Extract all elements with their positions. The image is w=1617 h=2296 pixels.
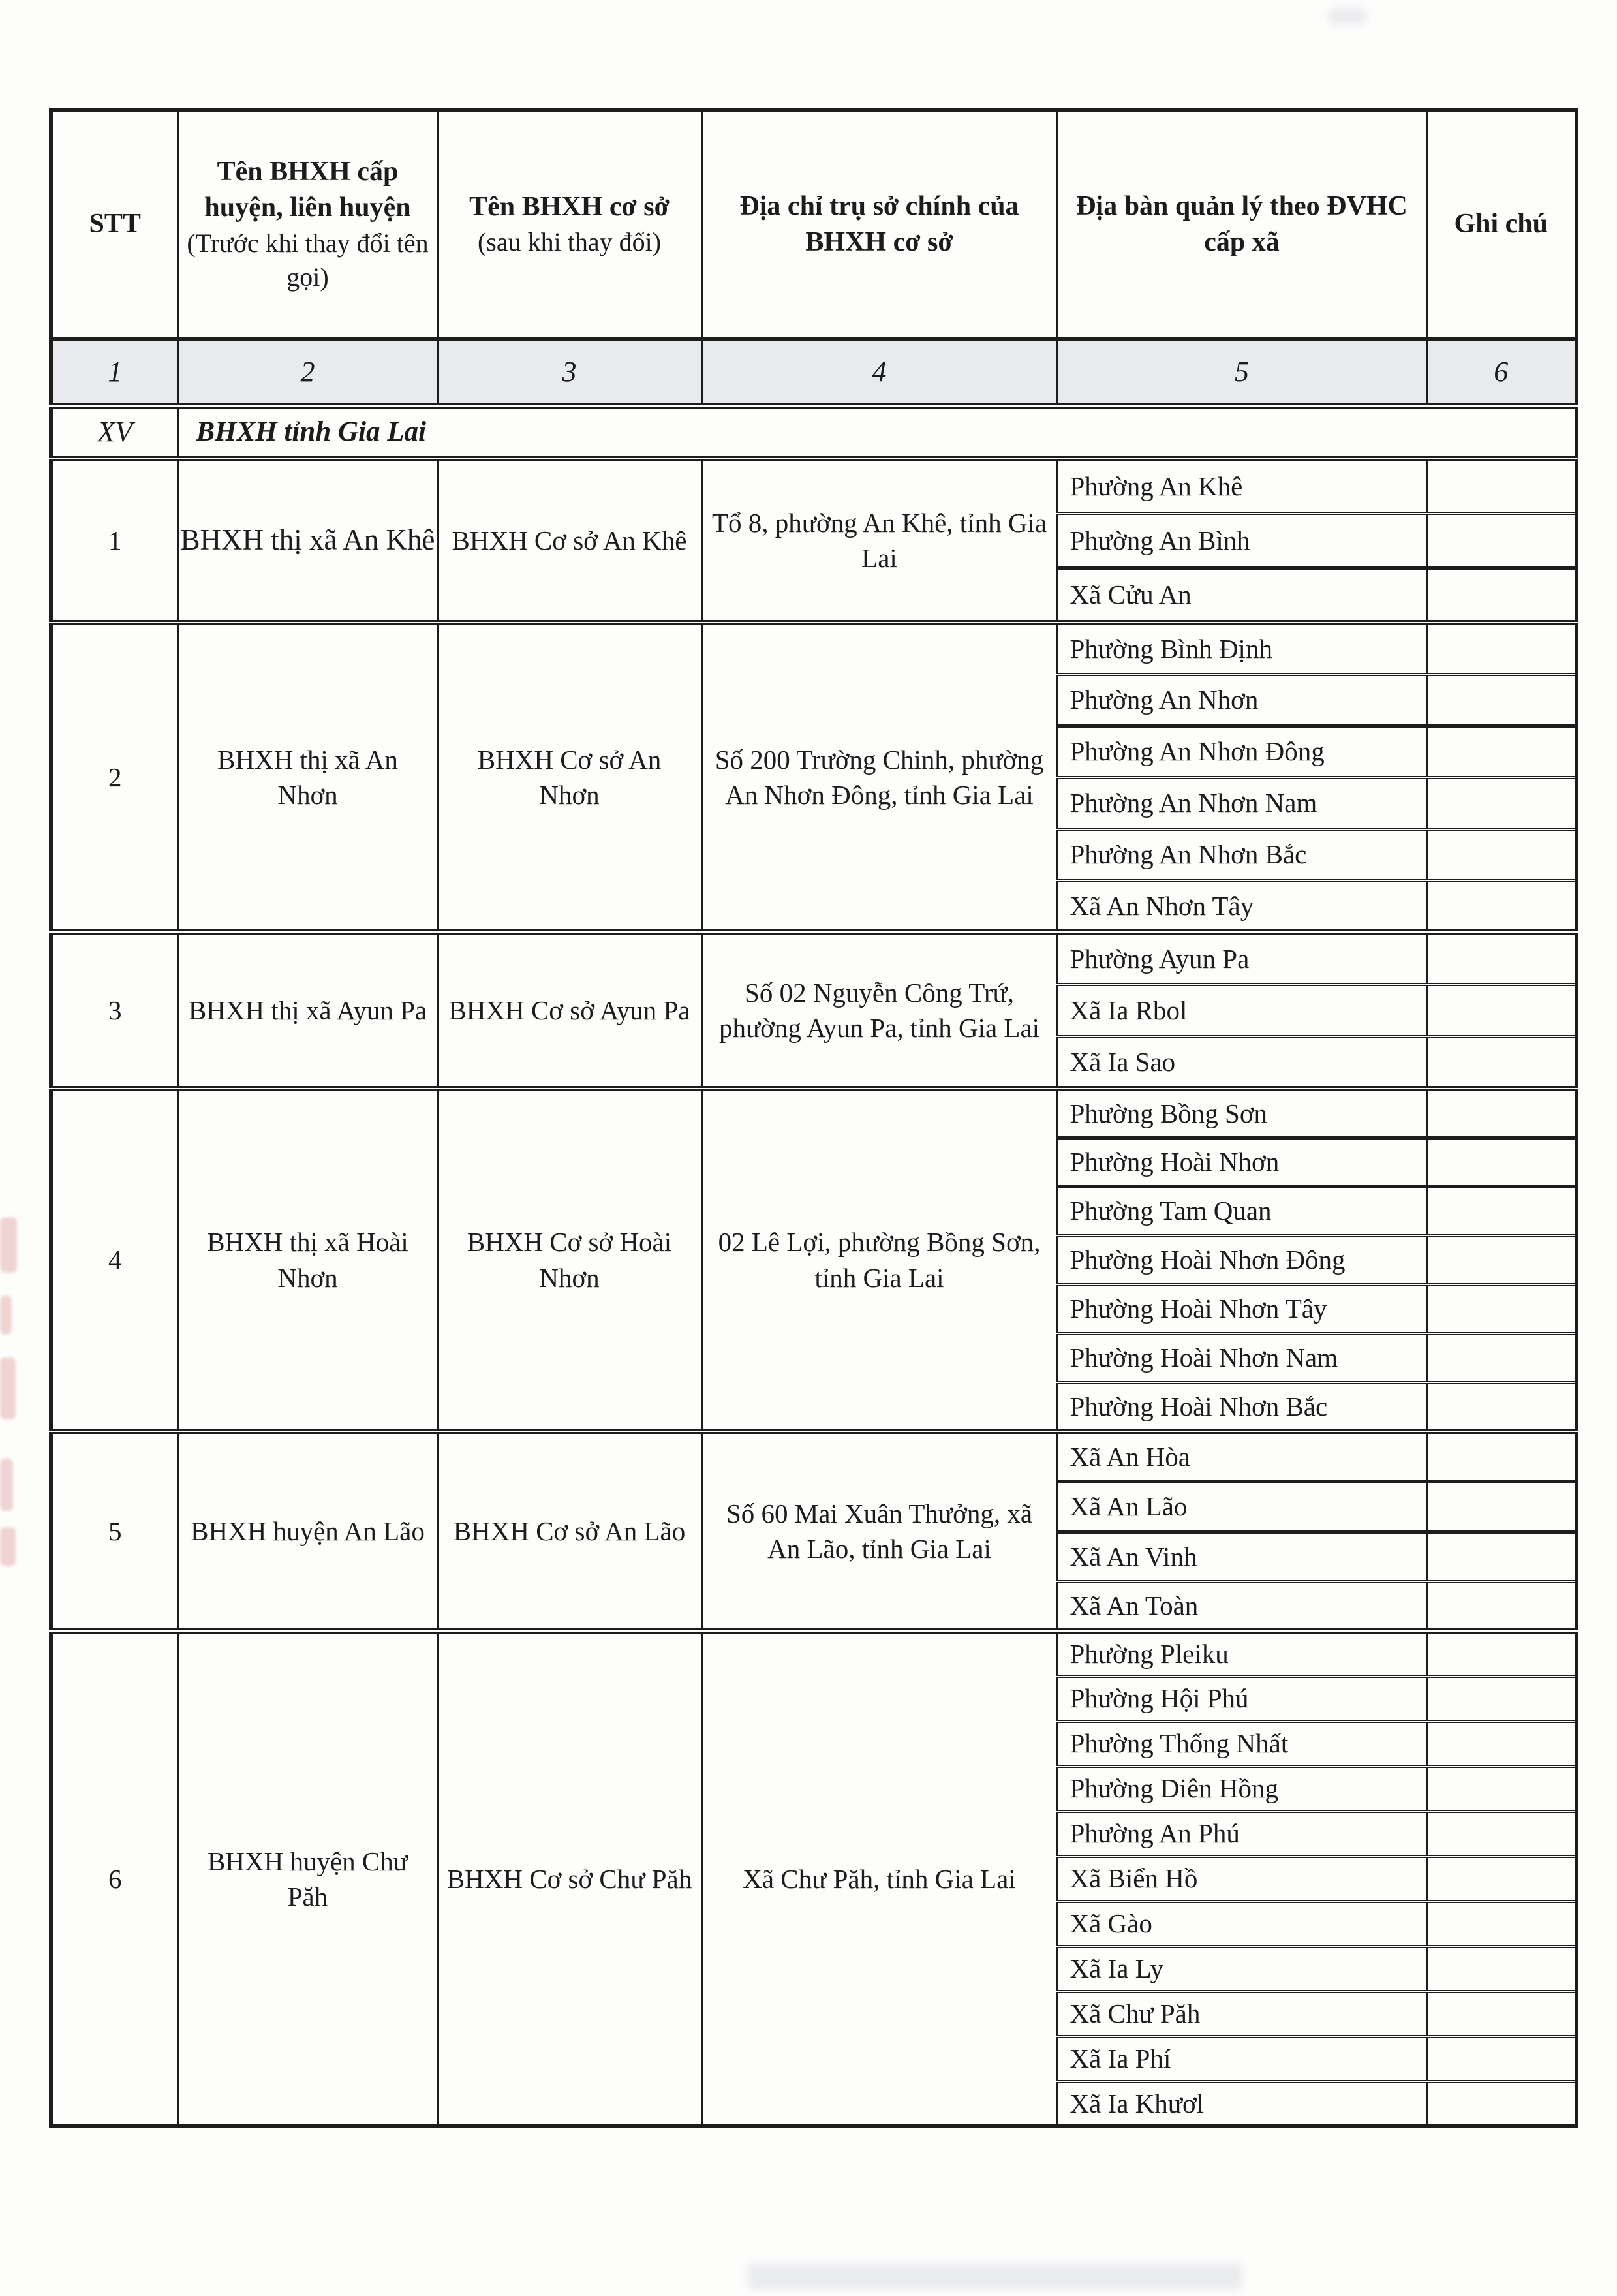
row1-area-0: Phường An Khê [1057, 458, 1426, 513]
margin-pencil-mark [0, 1357, 16, 1419]
row2-address: Số 200 Trường Chinh, phường An Nhơn Đông, tỉnh Gia Lai [701, 623, 1057, 932]
row6-note-3 [1426, 1766, 1577, 1811]
index-col-2: 2 [178, 339, 437, 406]
row1-area-2: Xã Cửu An [1057, 568, 1426, 623]
row6-note-4 [1426, 1811, 1577, 1856]
row5-area-3: Xã An Toàn [1057, 1581, 1426, 1631]
row2-area-4: Phường An Nhơn Bắc [1057, 829, 1426, 880]
row6-area-0: Phường Pleiku [1057, 1631, 1426, 1676]
row5-note-2 [1426, 1532, 1577, 1581]
row4-area-3: Phường Hoài Nhơn Đông [1057, 1235, 1426, 1284]
row6-area-8: Xã Chư Păh [1057, 1991, 1426, 2036]
margin-pencil-mark [0, 1295, 12, 1335]
row2-area-1: Phường An Nhơn [1057, 674, 1426, 726]
header-new-name [437, 110, 701, 339]
row4-note-3 [1426, 1235, 1577, 1284]
row2-note-0 [1426, 623, 1577, 674]
table-row [51, 1089, 1577, 1138]
header-old-name-main: Tên BHXH cấp huyện, liên huyện [204, 156, 411, 223]
row1-stt: 1 [51, 458, 178, 623]
row5-old-name: BHXH huyện An Lão [178, 1431, 437, 1631]
row4-area-1: Phường Hoài Nhơn [1057, 1138, 1426, 1187]
row3-address: Số 02 Nguyễn Công Trứ, phường Ayun Pa, tỉnh Gia Lai [701, 932, 1057, 1089]
row6-area-4: Phường An Phú [1057, 1811, 1426, 1856]
row6-area-10: Xã Ia Khươl [1057, 2081, 1426, 2126]
bleed-through-smudge [747, 2263, 1243, 2289]
row3-stt: 3 [51, 932, 178, 1089]
row1-old-name: BHXH thị xã An Khê [178, 458, 437, 623]
row4-note-4 [1426, 1284, 1577, 1333]
row5-note-3 [1426, 1581, 1577, 1631]
row6-note-6 [1426, 1901, 1577, 1946]
row5-address: Số 60 Mai Xuân Thưởng, xã An Lão, tỉnh Gia Lai [701, 1431, 1057, 1631]
row4-note-1 [1426, 1138, 1577, 1187]
header-note [1426, 110, 1577, 339]
row6-area-7: Xã Ia Ly [1057, 1946, 1426, 1991]
row6-area-6: Xã Gào [1057, 1901, 1426, 1946]
bhxh-office-table [49, 108, 1578, 2128]
row6-area-3: Phường Diên Hồng [1057, 1766, 1426, 1811]
row2-note-4 [1426, 829, 1577, 880]
row5-area-0: Xã An Hòa [1057, 1431, 1426, 1482]
index-col-6: 6 [1426, 339, 1577, 406]
row4-address: 02 Lê Lợi, phường Bồng Sơn, tỉnh Gia Lai [701, 1089, 1057, 1431]
row6-old-name: BHXH huyện Chư Păh [178, 1631, 437, 2126]
row6-note-1 [1426, 1676, 1577, 1721]
header-new-name-sub: (sau khi thay đổi) [477, 227, 662, 257]
row4-old-name: BHXH thị xã Hoài Nhơn [178, 1089, 437, 1431]
row6-area-5: Xã Biển Hồ [1057, 1856, 1426, 1901]
row3-area-0: Phường Ayun Pa [1057, 932, 1426, 984]
row3-new-name: BHXH Cơ sở Ayun Pa [437, 932, 701, 1089]
row4-note-2 [1426, 1187, 1577, 1235]
row2-new-name: BHXH Cơ sở An Nhơn [437, 623, 701, 932]
row5-note-0 [1426, 1431, 1577, 1482]
section-roman-numeral: XV [51, 406, 178, 458]
column-index-row [51, 339, 1577, 406]
row6-area-9: Xã Ia Phí [1057, 2036, 1426, 2081]
table-row [51, 458, 1577, 513]
row2-old-name: BHXH thị xã An Nhơn [178, 623, 437, 932]
section-row [51, 406, 1577, 458]
row3-area-2: Xã Ia Sao [1057, 1036, 1426, 1089]
row4-area-0: Phường Bồng Sơn [1057, 1089, 1426, 1138]
row6-note-0 [1426, 1631, 1577, 1676]
header-stt [51, 110, 178, 339]
index-col-5: 5 [1057, 339, 1426, 406]
row1-note-0 [1426, 458, 1577, 513]
index-col-4: 4 [701, 339, 1057, 406]
row6-note-2 [1426, 1721, 1577, 1766]
row1-note-2 [1426, 568, 1577, 623]
margin-pencil-mark [0, 1217, 17, 1273]
row3-area-1: Xã Ia Rbol [1057, 984, 1426, 1036]
row6-note-5 [1426, 1856, 1577, 1901]
row1-area-1: Phường An Bình [1057, 513, 1426, 568]
row5-note-1 [1426, 1482, 1577, 1532]
row1-new-name: BHXH Cơ sở An Khê [437, 458, 701, 623]
row2-note-2 [1426, 726, 1577, 777]
row1-address: Tổ 8, phường An Khê, tỉnh Gia Lai [701, 458, 1057, 623]
row3-old-name: BHXH thị xã Ayun Pa [178, 932, 437, 1089]
row5-stt: 5 [51, 1431, 178, 1631]
row6-note-9 [1426, 2036, 1577, 2081]
header-old-name-sub: (Trước khi thay đổi tên gọi) [187, 228, 429, 292]
row5-new-name: BHXH Cơ sở An Lão [437, 1431, 701, 1631]
row6-new-name: BHXH Cơ sở Chư Păh [437, 1631, 701, 2126]
row4-stt: 4 [51, 1089, 178, 1431]
table-header-row [51, 110, 1577, 339]
row5-area-1: Xã An Lão [1057, 1482, 1426, 1532]
row2-area-0: Phường Bình Định [1057, 623, 1426, 674]
row2-note-5 [1426, 880, 1577, 932]
header-old-name [178, 110, 437, 339]
row6-area-2: Phường Thống Nhất [1057, 1721, 1426, 1766]
margin-pencil-mark [0, 1527, 16, 1566]
row4-note-0 [1426, 1089, 1577, 1138]
row4-area-5: Phường Hoài Nhơn Nam [1057, 1333, 1426, 1382]
row3-note-0 [1426, 932, 1577, 984]
row4-note-5 [1426, 1333, 1577, 1382]
header-stt-label: STT [89, 209, 141, 240]
table-row [51, 932, 1577, 984]
section-title: BHXH tỉnh Gia Lai [178, 406, 1577, 458]
row4-note-6 [1426, 1382, 1577, 1431]
row3-note-2 [1426, 1036, 1577, 1089]
header-address-label: Địa chỉ trụ sở chính của BHXH cơ sở [739, 191, 1019, 257]
row6-note-8 [1426, 1991, 1577, 2036]
row2-note-3 [1426, 777, 1577, 829]
row1-note-1 [1426, 513, 1577, 568]
index-col-1: 1 [51, 339, 178, 406]
table-row [51, 623, 1577, 674]
row4-new-name: BHXH Cơ sở Hoài Nhơn [437, 1089, 701, 1431]
row6-note-7 [1426, 1946, 1577, 1991]
table-row [51, 1631, 1577, 1676]
row2-area-5: Xã An Nhơn Tây [1057, 880, 1426, 932]
row4-area-4: Phường Hoài Nhơn Tây [1057, 1284, 1426, 1333]
row6-area-1: Phường Hội Phú [1057, 1676, 1426, 1721]
scan-noise-mark [1328, 8, 1367, 25]
table-row [51, 1431, 1577, 1482]
row4-area-2: Phường Tam Quan [1057, 1187, 1426, 1235]
header-new-name-main: Tên BHXH cơ sở [469, 191, 670, 222]
row6-note-10 [1426, 2081, 1577, 2126]
row2-note-1 [1426, 674, 1577, 726]
row3-note-1 [1426, 984, 1577, 1036]
row5-area-2: Xã An Vinh [1057, 1532, 1426, 1581]
index-col-3: 3 [437, 339, 701, 406]
margin-pencil-mark [0, 1459, 13, 1511]
row2-area-2: Phường An Nhơn Đông [1057, 726, 1426, 777]
header-note-label: Ghi chú [1454, 209, 1548, 240]
row2-stt: 2 [51, 623, 178, 932]
header-area-label: Địa bàn quản lý theo ĐVHC cấp xã [1076, 191, 1408, 257]
header-area [1057, 110, 1426, 339]
row6-stt: 6 [51, 1631, 178, 2126]
row2-area-3: Phường An Nhơn Nam [1057, 777, 1426, 829]
header-address [701, 110, 1057, 339]
row6-address: Xã Chư Păh, tỉnh Gia Lai [701, 1631, 1057, 2126]
row4-area-6: Phường Hoài Nhơn Bắc [1057, 1382, 1426, 1431]
